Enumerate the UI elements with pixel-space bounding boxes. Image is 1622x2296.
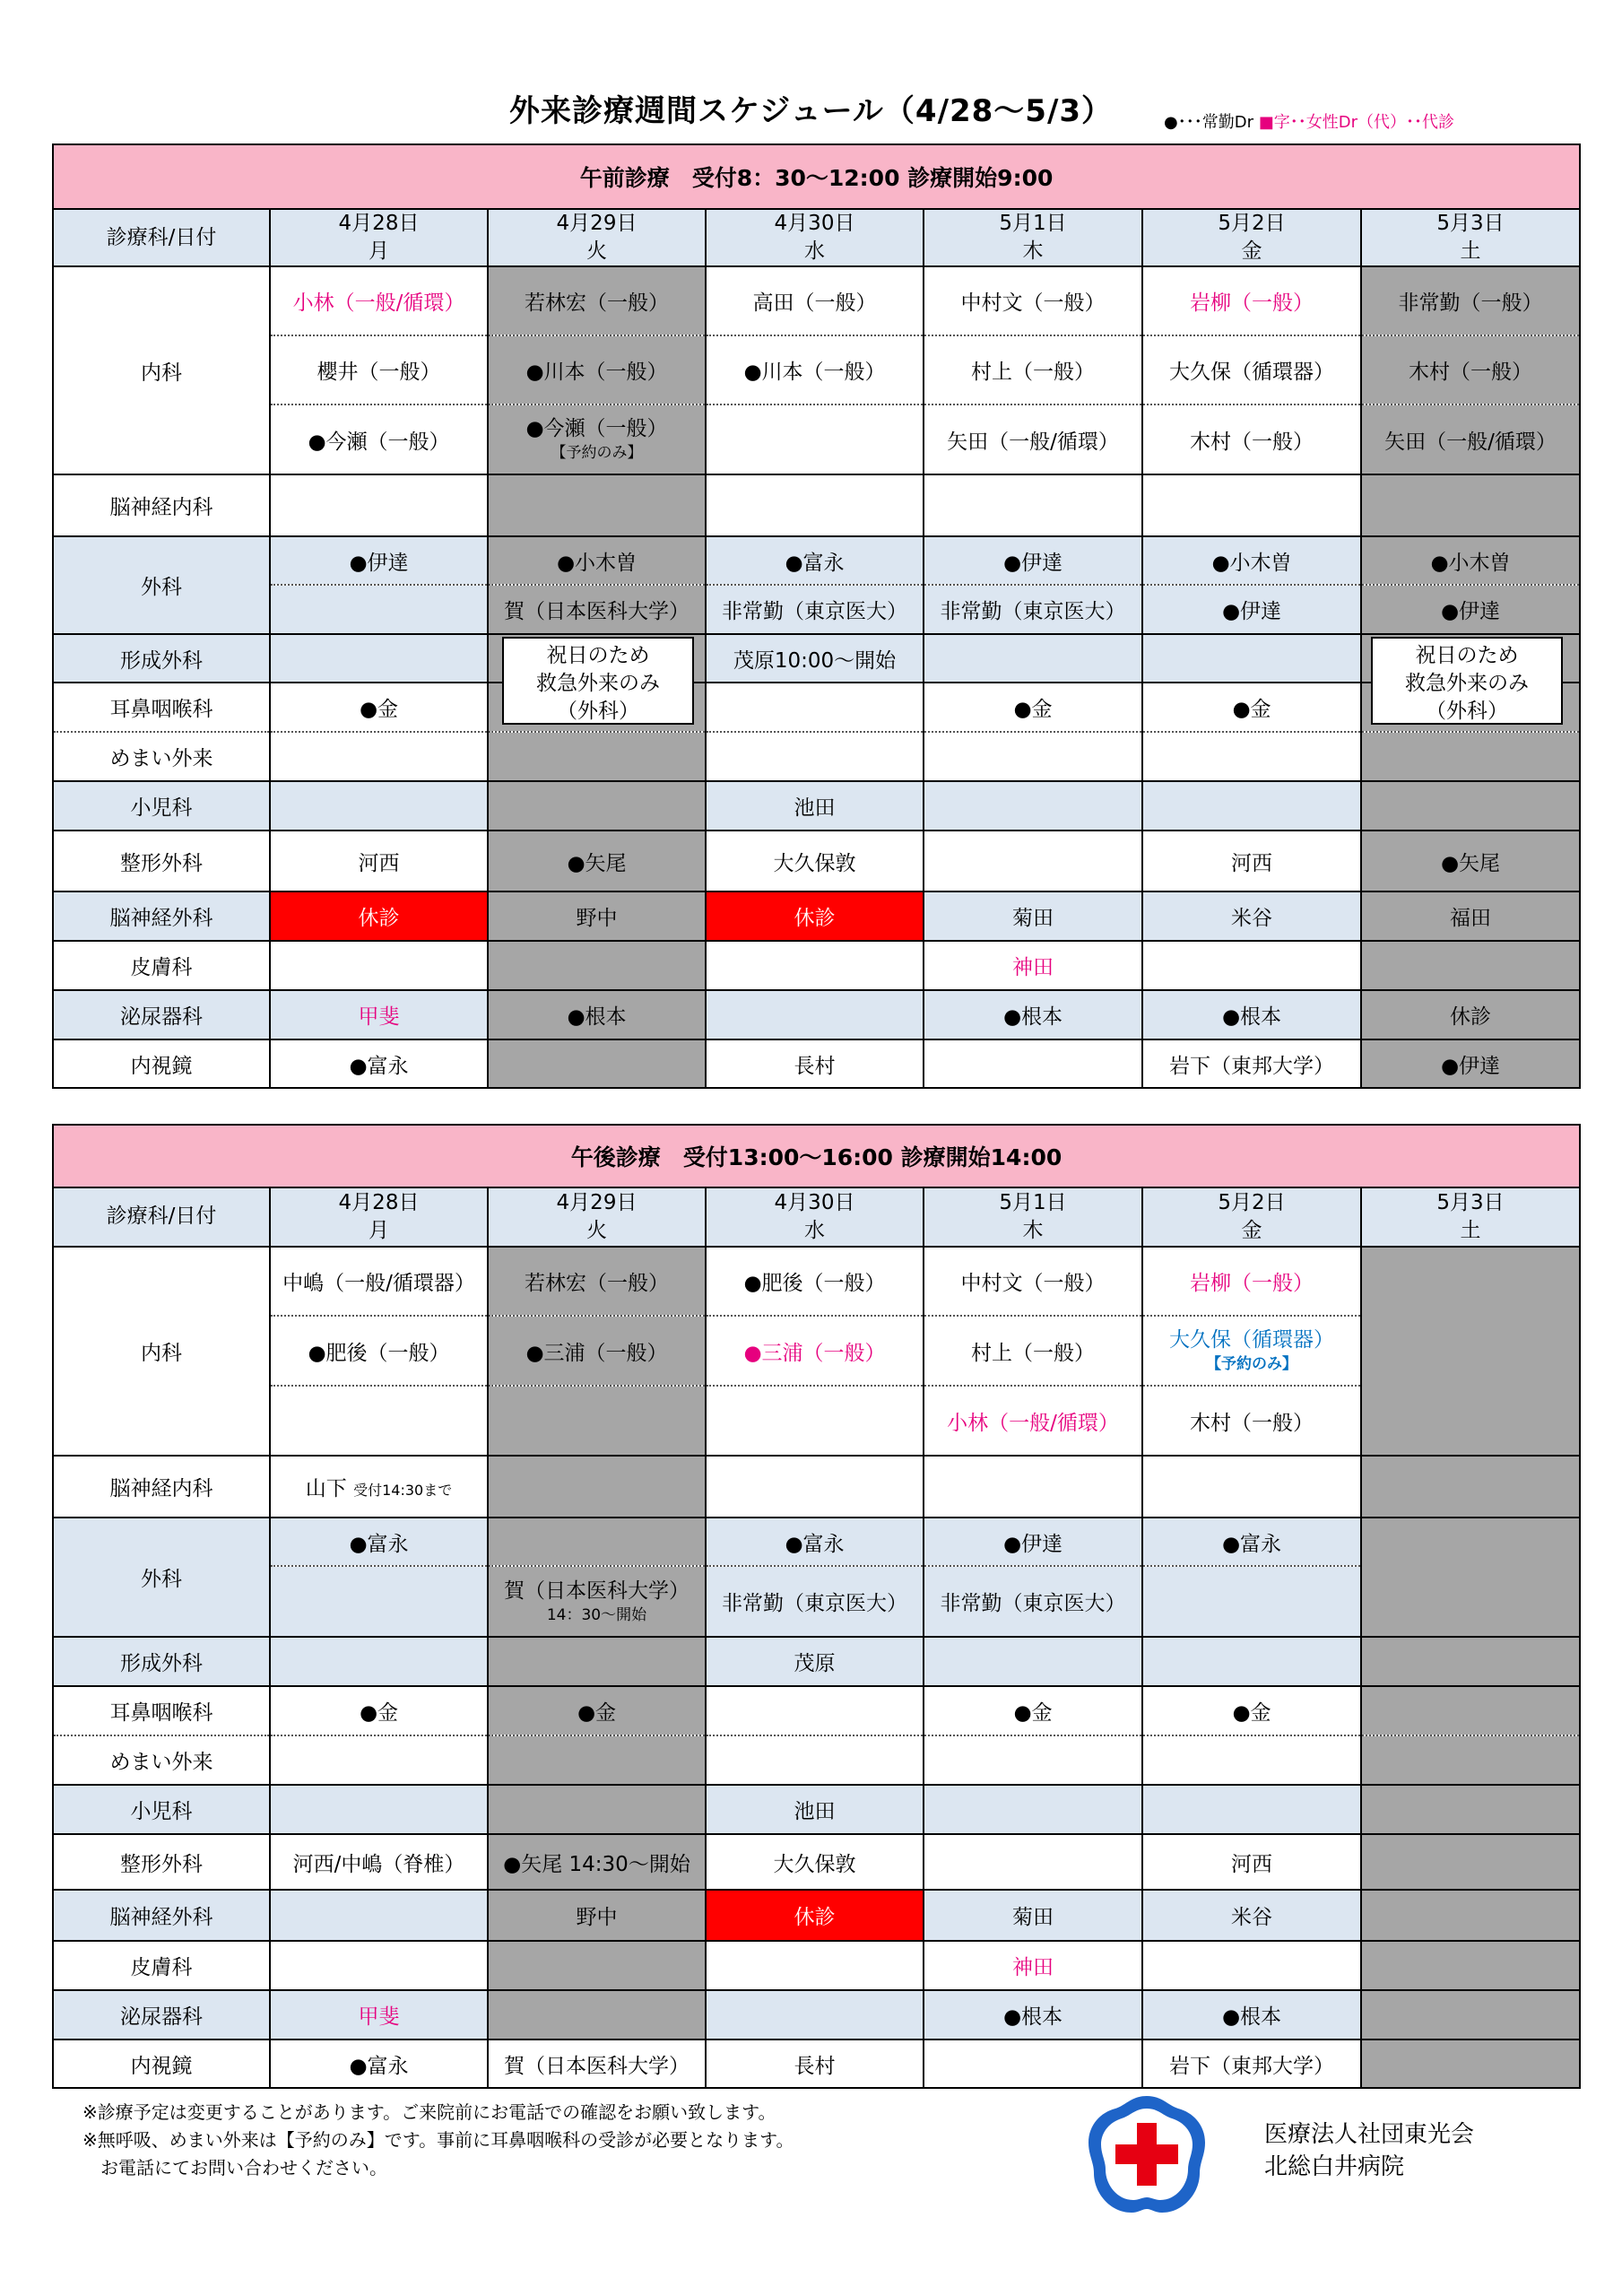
dept-noshinkei-geka: 脳神経外科: [53, 891, 270, 941]
cell: 櫻井（一般）: [270, 335, 488, 404]
cell: 福田: [1361, 891, 1580, 941]
organization-name: 医療法人社団東光会 北総白井病院: [1264, 2121, 1475, 2180]
cell: ●金: [270, 1686, 488, 1735]
day-header: 4月30日 水: [706, 209, 924, 266]
cell: ●肥後（一般）: [270, 1316, 488, 1386]
day-header: 4月28日 月: [270, 209, 488, 266]
cell: [270, 585, 488, 634]
cell: 河西: [270, 831, 488, 891]
day-header: 4月28日 月: [270, 1187, 488, 1247]
day-header: 5月2日 金: [1142, 209, 1361, 266]
day-header: 5月2日 金: [1142, 1187, 1361, 1247]
cell: ●富永: [270, 1039, 488, 1088]
legend-female: ■字･･女性Dr（代）･･代診: [1258, 113, 1454, 132]
cell: 大久保（循環器） 【予約のみ】: [1142, 1316, 1361, 1386]
closed-badge: 休診: [270, 891, 488, 941]
dept-naishikyo: 内視鏡: [53, 1039, 270, 1088]
cell: ●三浦（一般）: [706, 1316, 924, 1386]
cell: ●金: [924, 683, 1142, 732]
dept-date-label: 診療科/日付: [53, 1187, 270, 1247]
cell: 菊田: [924, 891, 1142, 941]
cell: 矢田（一般/循環）: [1361, 404, 1580, 474]
cell: 若林宏（一般）: [488, 266, 706, 335]
cell: 小林（一般/循環）: [270, 266, 488, 335]
cell: 長村: [706, 2039, 924, 2088]
cell: ●小木曽: [488, 536, 706, 585]
closed-badge: 休診: [706, 891, 924, 941]
cell: 非常勤（東京医大）: [706, 585, 924, 634]
cell: 大久保（循環器）: [1142, 335, 1361, 404]
cell: 茂原: [706, 1637, 924, 1686]
dept-keisei: 形成外科: [53, 634, 270, 683]
page-title: 外来診療週間スケジュール（4/28～5/3）: [508, 93, 1114, 129]
cell: ●根本: [1142, 990, 1361, 1039]
dept-jibika: 耳鼻咽喉科: [53, 1686, 270, 1735]
cell: ●富永: [270, 1518, 488, 1566]
day-header: 4月29日 火: [488, 209, 706, 266]
cell: 岩下（東邦大学）: [1142, 2039, 1361, 2088]
cell: 茂原10:00～開始: [706, 634, 924, 683]
cell: 賀（日本医科大学）: [488, 585, 706, 634]
cell: 木村（一般）: [1142, 1386, 1361, 1456]
dept-naika: 内科: [53, 266, 270, 474]
day-header: 4月30日 水: [706, 1187, 924, 1247]
cell: ●川本（一般）: [706, 335, 924, 404]
dept-memai: めまい外来: [53, 732, 270, 781]
cell: ●根本: [924, 1990, 1142, 2039]
cell: ●今瀬（一般） 【予約のみ】: [488, 404, 706, 474]
dept-shonika: 小児科: [53, 1785, 270, 1834]
cell: 非常勤（東京医大）: [924, 585, 1142, 634]
cell: ●伊達: [270, 536, 488, 585]
cell: 野中: [488, 891, 706, 941]
dept-hinyoki: 泌尿器科: [53, 990, 270, 1039]
pm-header: 午後診療 受付13:00～16:00 診療開始14:00: [53, 1125, 1580, 1187]
cell: [706, 404, 924, 474]
cell: ●矢尾: [488, 831, 706, 891]
dept-shonika: 小児科: [53, 781, 270, 831]
cell: 河西: [1142, 1834, 1361, 1890]
closed-badge: 休診: [706, 1890, 924, 1941]
cell: ●富永: [1142, 1518, 1361, 1566]
cell: ●根本: [488, 990, 706, 1039]
cell: ●三浦（一般）: [488, 1316, 706, 1386]
cell: ●金: [1142, 683, 1361, 732]
cell: ●伊達: [924, 1518, 1142, 1566]
dept-seikei: 整形外科: [53, 831, 270, 891]
cell: 村上（一般）: [924, 1316, 1142, 1386]
cell: ●富永: [270, 2039, 488, 2088]
cell: ●肥後（一般）: [706, 1247, 924, 1316]
cell: 岩柳（一般）: [1142, 1247, 1361, 1316]
dept-naika: 内科: [53, 1247, 270, 1456]
dept-seikei: 整形外科: [53, 1834, 270, 1890]
cell: 神田: [924, 1941, 1142, 1990]
cell: 米谷: [1142, 1890, 1361, 1941]
cell: 小林（一般/循環）: [924, 1386, 1142, 1456]
cell: 河西: [1142, 831, 1361, 891]
cell: 野中: [488, 1890, 706, 1941]
day-header: 5月3日 土: [1361, 209, 1580, 266]
dept-noshinkei-geka: 脳神経外科: [53, 1890, 270, 1941]
dept-noshinkei-naika: 脳神経内科: [53, 1456, 270, 1518]
dept-geka: 外科: [53, 1518, 270, 1637]
dept-noshinkei-naika: 脳神経内科: [53, 474, 270, 536]
cell: ●伊達: [1142, 585, 1361, 634]
cell: 高田（一般）: [706, 266, 924, 335]
cell: 甲斐: [270, 990, 488, 1039]
cell: ●伊達: [1361, 585, 1580, 634]
legend-regular: ●･･･常勤Dr: [1164, 113, 1253, 132]
cell: 賀（日本医科大学）: [488, 2039, 706, 2088]
cell: ●金: [924, 1686, 1142, 1735]
cell: ●金: [488, 1686, 706, 1735]
cell: 木村（一般）: [1142, 404, 1361, 474]
cell: ●富永: [706, 536, 924, 585]
cell: ●川本（一般）: [488, 335, 706, 404]
cell: 河西/中嶋（脊椎）: [270, 1834, 488, 1890]
cell: 木村（一般）: [1361, 335, 1580, 404]
cell: 中村文（一般）: [924, 1247, 1142, 1316]
dept-keisei: 形成外科: [53, 1637, 270, 1686]
day-header: 5月1日 木: [924, 209, 1142, 266]
cell: ●小木曽: [1361, 536, 1580, 585]
cell: 非常勤（東京医大）: [706, 1566, 924, 1637]
cell: 中嶋（一般/循環器）: [270, 1247, 488, 1316]
cell: 村上（一般）: [924, 335, 1142, 404]
cell: 非常勤（一般）: [1361, 266, 1580, 335]
cell: 甲斐: [270, 1990, 488, 2039]
dept-memai: めまい外来: [53, 1735, 270, 1785]
cell: 米谷: [1142, 891, 1361, 941]
cell: 長村: [706, 1039, 924, 1088]
holiday-notice-sat: 祝日のため 救急外来のみ （外科）: [1371, 637, 1563, 725]
dept-date-label: 診療科/日付: [53, 209, 270, 266]
dept-hinyoki: 泌尿器科: [53, 1990, 270, 2039]
cell: ●根本: [924, 990, 1142, 1039]
cell: ●根本: [1142, 1990, 1361, 2039]
dept-naishikyo: 内視鏡: [53, 2039, 270, 2088]
pm-schedule-table: [52, 1124, 1581, 2089]
hospital-logo-icon: [1085, 2092, 1209, 2216]
cell: 大久保敦: [706, 831, 924, 891]
cell: ●今瀬（一般）: [270, 404, 488, 474]
cell: 大久保敦: [706, 1834, 924, 1890]
cell: 休診: [1361, 990, 1580, 1039]
cell: ●富永: [706, 1518, 924, 1566]
dept-jibika: 耳鼻咽喉科: [53, 683, 270, 732]
day-header: 5月3日 土: [1361, 1187, 1580, 1247]
legend: [1164, 109, 1454, 133]
holiday-notice-tue: 祝日のため 救急外来のみ （外科）: [502, 637, 694, 725]
cell: 池田: [706, 781, 924, 831]
am-schedule-table: [52, 144, 1581, 1089]
cell: ●金: [1142, 1686, 1361, 1735]
cell: 山下 受付14:30まで: [270, 1456, 488, 1518]
cell: 若林宏（一般）: [488, 1247, 706, 1316]
cell: 矢田（一般/循環）: [924, 404, 1142, 474]
cell: 中村文（一般）: [924, 266, 1142, 335]
dept-hifuka: 皮膚科: [53, 941, 270, 990]
dept-hifuka: 皮膚科: [53, 1941, 270, 1990]
cell: ●矢尾 14:30～開始: [488, 1834, 706, 1890]
cell: ●伊達: [924, 536, 1142, 585]
cell: ●金: [270, 683, 488, 732]
footer-notes: ※診療予定は変更することがあります。ご来院前にお電話での確認をお願い致します。 ※無呼吸、めまい外来は【予約のみ】です。事前に耳鼻咽喉科の受診が必要となります。 お電話にてお問い合わせください。: [82, 2101, 794, 2179]
day-header: 5月1日 木: [924, 1187, 1142, 1247]
am-header: 午前診療 受付8：30～12:00 診療開始9:00: [53, 144, 1580, 209]
cell: ●伊達: [1361, 1039, 1580, 1088]
day-header: 4月29日 火: [488, 1187, 706, 1247]
cell: 賀（日本医科大学） 14：30～開始: [488, 1566, 706, 1637]
cell: ●小木曽: [1142, 536, 1361, 585]
cell: 非常勤（東京医大）: [924, 1566, 1142, 1637]
dept-geka: 外科: [53, 536, 270, 634]
cell: ●矢尾: [1361, 831, 1580, 891]
cell: 池田: [706, 1785, 924, 1834]
cell: 岩下（東邦大学）: [1142, 1039, 1361, 1088]
cell: 菊田: [924, 1890, 1142, 1941]
cell: 岩柳（一般）: [1142, 266, 1361, 335]
cell: 神田: [924, 941, 1142, 990]
